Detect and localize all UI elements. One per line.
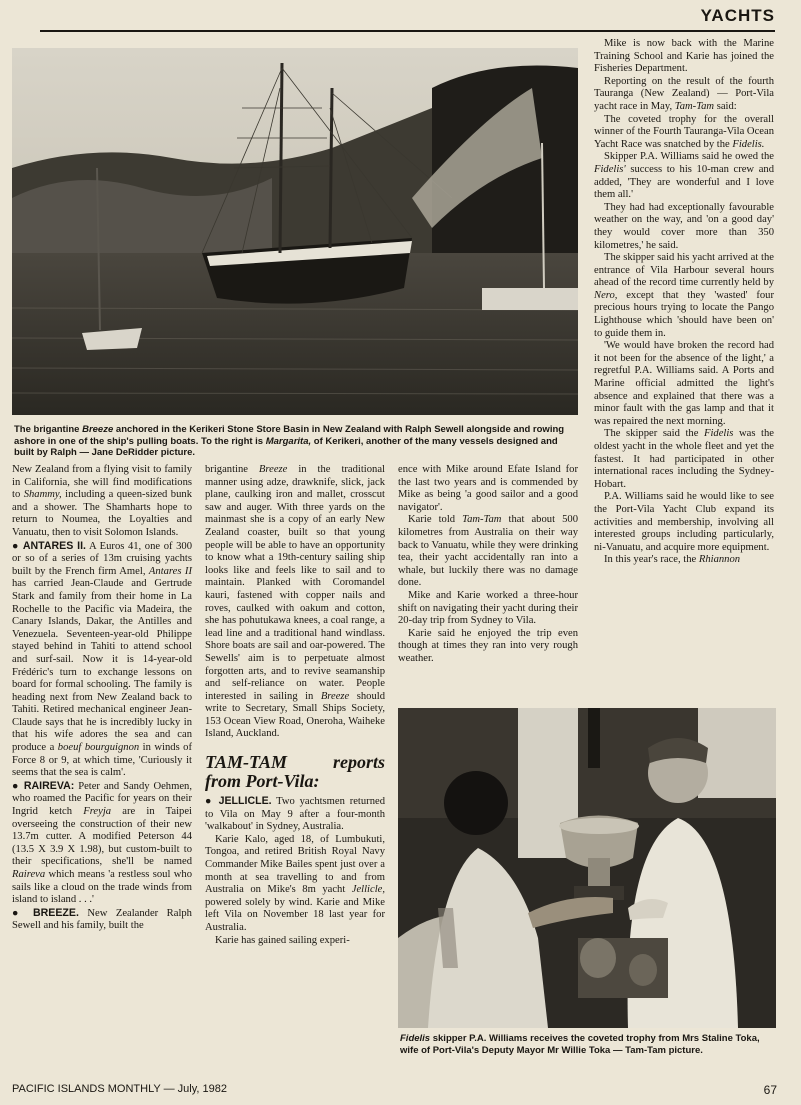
page-footer: [12, 1083, 777, 1095]
photo-brigantine: [12, 48, 578, 415]
brigantine-photo-image: [12, 48, 578, 415]
tam-tam-headline: TAM-TAM reports from Port-Vila:: [205, 752, 385, 792]
photo-trophy-caption: Fidelis skipper P.A. Williams receives the coveted trophy from Mrs Staline Toka, wife of Port-Vila's Deputy Mayor Mr Willie Toka — Tam-Tam picture.: [400, 1033, 760, 1056]
section-title: YACHTS: [700, 6, 775, 25]
photo-brigantine-caption: The brigantine Breeze anchored in the Kerikeri Stone Store Basin in New Zealand with Ralph Sewell alongside and rowing ashore in one of the ship's pulling boats. To the right is Margarita, of Kerikeri, another of the many vessels designed and built by Ralph — Jane DeRidder picture.: [14, 424, 565, 458]
article-column-4: Mike is now back with the Marine Training School and Karie has joined the Fisheries Department. Reporting on the result of the fourth Tauranga (New Zealand) — Port-Vila yacht race in May, Tam-Tam said: The coveted trophy for the overall winner of the Fourth Tauranga-Vila Ocean Yacht Race was snatched by the Fidelis. Skipper P.A. Williams said he owed the Fidelis' success to his 10-man crew and added, 'They are wonderful and I love them all.' They had had exceptionally favourable weather on the way, and 'on a good day' they would cover more than 350 kilometres,' he said. The skipper said his yacht arrived at the entrance of Vila Harbour several hours ahead of the record time currently held by Nero, except that they 'wasted' four precious hours trying to locate the Pango Lighthouse which 'should have been on' to guide them in. 'We would have broken the record had it not been for the absence of the light,' a regretful P.A. Williams said. A Ports and Marine official admitted the light's absence and explained that there was a minor fault with the gas lamp and that it was repaired the next morning. The skipper said the Fidelis was the oldest yacht in the whole fleet and yet the fastest. It had participated in other international races including the Sydney-Hobart. P.A. Williams said he would like to see the Port-Vila Yacht Club expand its activities and membership, involving all interested groups including particularly, ni-Vanuatu, and acquire more equipment. In this year's race, the Rhiannon: [594, 38, 774, 566]
article-column-2: brigantine Breeze in the traditional manner using adze, drawknife, slick, jack plane, caulking iron and mallet, crosscut saw and auger. With three yards on the mainmast she is a copy of an early New Zealand coaster, built so that young people will be able to have an opportunity to know what a 19th-century sailing ship looks like and feels like to sail and to maintain. Planked with Coromandel kauri, fastened with copper nails and roves, caulked with oakum and cotton, she has pohutukawa knees, a coal range, a lead line and a traditional hand windlass. Shore boats are sail and oar-powered. The Sewells' aim is to perpetuate almost forgotten arts, and to revive seamanship and self-reliance on water. People interested in sailing in Breeze should write to Secretary, Small Ships Society, 153 Ocean View Road, Oneroha, Waiheke Island, Auckland. TAM-TAM reports from Port-Vila: ● JELLICLE. Two yachtsmen returned to Vila on May 9 after a four-month 'walkabout' in Sydney, Australia. Karie Kalo, aged 18, of Lumbukuti, Tongoa, and retired British Royal Navy Commander Mike Bailes spent just over a month at sea travelling to and from Australia on Mike's 8m yacht Jellicle, powered solely by wind. Karie and Mike left Vila on November 18 last year for Australia. Karie has gained sailing experi-: [205, 464, 385, 946]
photo-trophy: [398, 708, 776, 1028]
page-header: [40, 0, 775, 32]
article-column-1: New Zealand from a flying visit to family in California, she will find modifications to Shammy, including a queen-sized bunk and a shower. The Shamharts hope to return to Noumea, the Loyalties and Vanuatu, then to visit Solomon Islands. ● ANTARES II. A Euros 41, one of 300 or so of a series of 13m cruising yachts built by the French firm Amel, Antares II has carried Jean-Claude and Gertrude Stark and family from their home in La Rochelle to the Pacific via Madeira, the Canary Islands, Dakar, the Antilles and Venezuela. Seventeen-year-old Philippe stayed behind in Tahiti to attend school and surf-sail. Now it is 14-year-old Frédéric's turn to exchange lessons on board for formal schooling. The family is heading next from New Zealand back to Tahiti. Retired mechanical engineer Jean-Claude says that he is incredibly lucky in that his wife adores the sea and can produce a boeuf bourguignon in winds of Force 8 or 9, at which time, 'Curiously it seems that the sea is calm'. ● RAIREVA: Peter and Sandy Oehmen, who roamed the Pacific for years on their Ingrid ketch Freyja are in Taipei overseeing the construction of their new 13.7m cutter. A modified Peterson 44 (13.5 X 3.9 X 1.98), but custom-built to their specifications, she'll be named Raireva which means 'a restless soul who sails like a cloud on the trade winds from island to island . . .' ● BREEZE. New Zealander Ralph Sewell and his family, built the: [12, 464, 193, 932]
article-column-3: ence with Mike around Efate Island for the last two years and is commended by Mike as being 'a good sailor and a good navigator'. Karie told Tam-Tam that about 500 kilometres from Australia on their way back to Vanuatu, while they were drinking tea, their yacht accidentally ran into a whale, but luckily there was no damage done. Mike and Karie worked a three-hour shift on navigating their yacht during their 20-day trip from Sydney to Vila. Karie said he enjoyed the trip even though at times they ran into very rough weather.: [398, 464, 578, 664]
page-number: 67: [763, 1083, 777, 1097]
publication-issue: PACIFIC ISLANDS MONTHLY — July, 1982: [12, 1083, 227, 1095]
trophy-photo-image: [398, 708, 776, 1028]
